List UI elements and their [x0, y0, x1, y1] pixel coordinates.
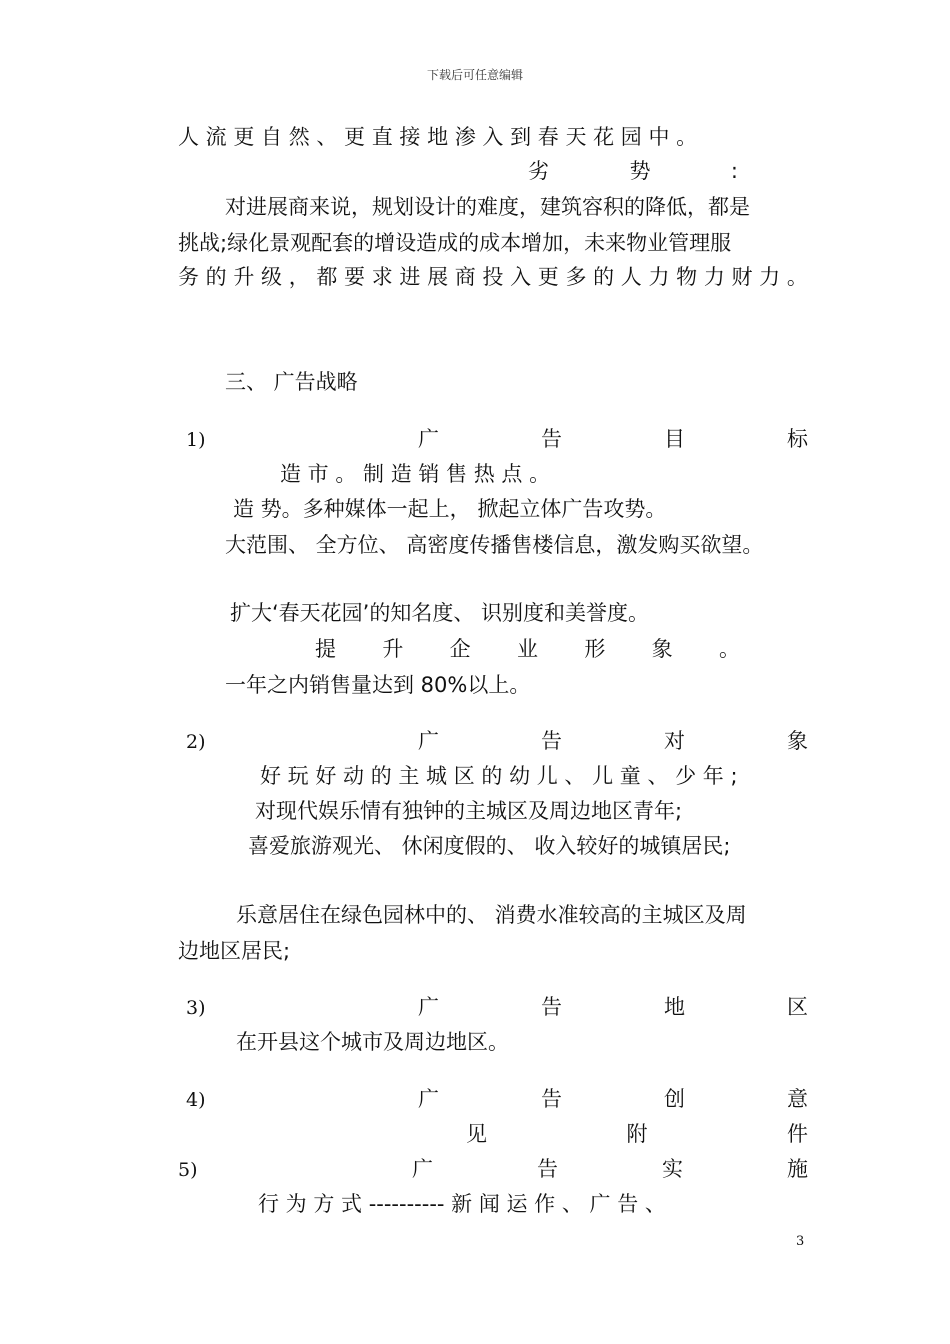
item-number: 5) [178, 1159, 198, 1181]
text-line: 造 市 。 制 造 销 售 热 点 。 [280, 462, 551, 486]
item-heading: 广 告 实 施 [412, 1157, 808, 1181]
text-line: 扩大‘春天花园’的知名度、 识别度和美誉度。 [230, 601, 650, 625]
item-heading [418, 424, 808, 454]
text-line: 见 附 件 [466, 1122, 808, 1146]
heading-char: 广 [418, 427, 439, 451]
item-heading: 广 告 创 意 [418, 1087, 808, 1111]
text-line: 乐意居住在绿色园林中的、 消费水准较高的主城区及周 [236, 903, 747, 927]
disadvantage-heading [528, 156, 738, 186]
item-number: 3) [186, 997, 206, 1019]
section-heading: 三、 广告战略 [225, 370, 358, 394]
text-line: 人 流 更 自 然 、 更 直 接 地 渗 入 到 春 天 花 园 中 。 [178, 125, 698, 149]
text-line: 大范围、 全方位、 高密度传播售楼信息，激发购买欲望。 [225, 533, 764, 557]
heading-char: 标 [787, 427, 808, 451]
item-heading: 广 告 对 象 [418, 729, 808, 753]
item-number: 4) [186, 1089, 206, 1111]
item-number: 1) [186, 429, 206, 451]
heading-char: 目 [664, 427, 685, 451]
text-line: 在开县这个城市及周边地区。 [236, 1030, 509, 1054]
heading-char: 告 [541, 427, 562, 451]
text-line: 提 升 企 业 形 象 。 [315, 637, 740, 661]
text-line: 造 势。多种媒体一起上， 掀起立体广告攻势。 [233, 497, 667, 521]
text-line: 挑战;绿化景观配套的增设造成的成本增加，未来物业管理服 [178, 231, 732, 255]
item-number: 2) [186, 731, 206, 753]
page-number: 3 [796, 1234, 805, 1249]
item-heading: 广 告 地 区 [418, 995, 808, 1019]
text-line: 对进展商来说，规划设计的难度，建筑容积的降低，都是 [225, 195, 750, 219]
heading-char: : [730, 159, 738, 183]
text-line: 好 玩 好 动 的 主 城 区 的 幼 儿 、 儿 童 、 少 年 ; [260, 764, 738, 788]
text-line: 边地区居民; [178, 939, 291, 963]
text-line: 行 为 方 式 ---------- 新 闻 运 作 、 广 告 、 [258, 1192, 666, 1216]
heading-char: 势 [629, 159, 651, 183]
text-line: 务 的 升 级 ， 都 要 求 进 展 商 投 入 更 多 的 人 力 物 力 财 力 。 [178, 265, 808, 289]
text-line: 喜爱旅游观光、 休闲度假的、 收入较好的城镇居民; [248, 834, 731, 858]
heading-char: 劣 [528, 159, 549, 183]
page-header: 下载后可任意编辑 [426, 68, 523, 82]
text-line: 一年之内销售量达到 80%以上。 [225, 673, 531, 697]
text-line: 对现代娱乐情有独钟的主城区及周边地区青年; [255, 799, 683, 823]
